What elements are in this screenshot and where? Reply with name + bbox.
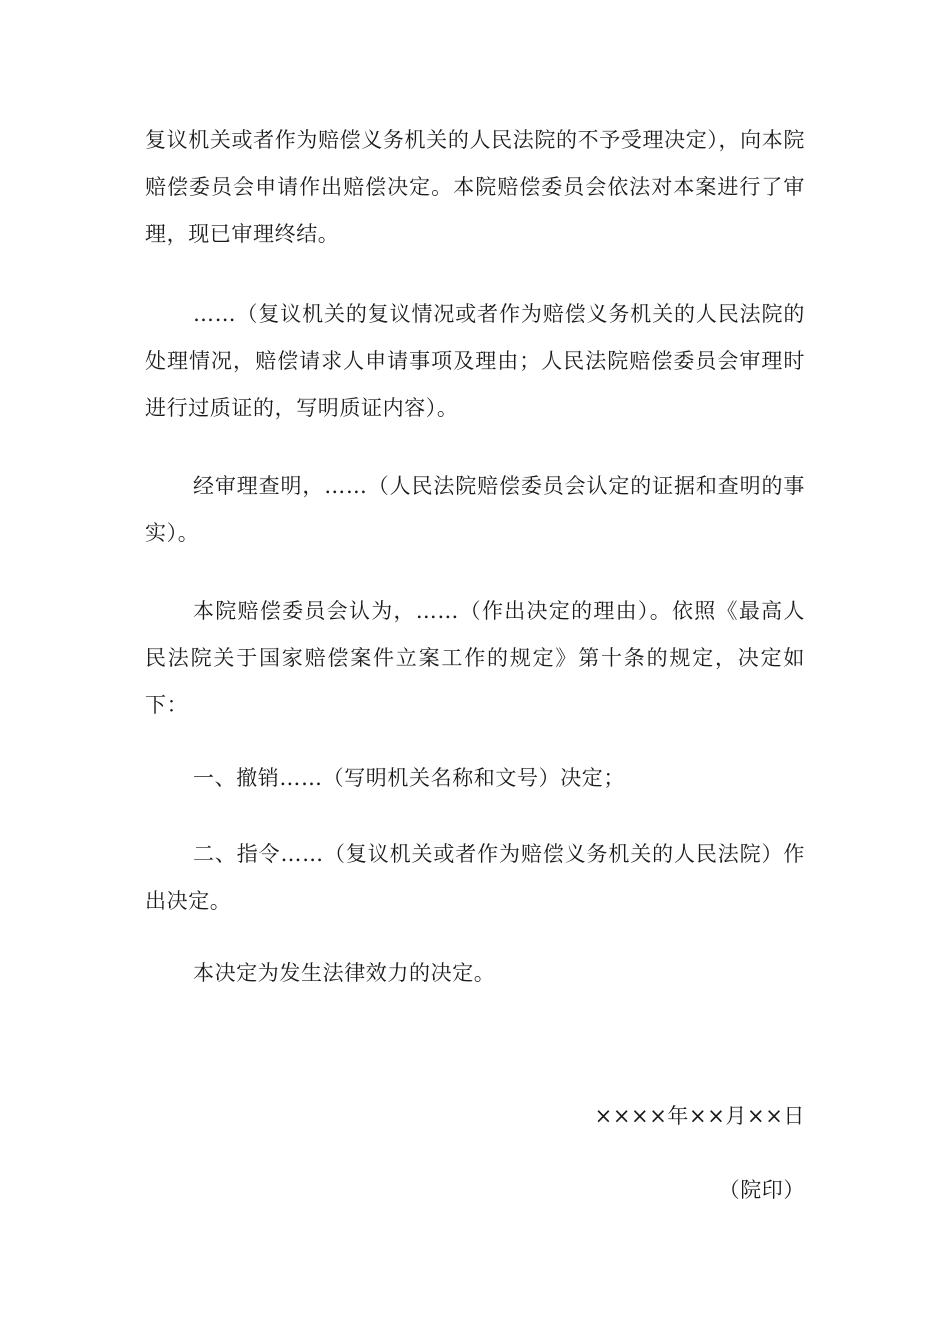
paragraph-findings: 经审理查明，……（人民法院赔偿委员会认定的证据和查明的事实）。 [145, 474, 805, 545]
decision-item-2: 二、指令……（复议机关或者作为赔偿义务机关的人民法院）作出决定。 [145, 842, 805, 913]
paragraph-processing-details: ……（复议机关的复议情况或者作为赔偿义务机关的人民法院的处理情况，赔偿请求人申请事项及理由；人民法院赔偿委员会审理时进行过质证的，写明质证内容）。 [145, 302, 805, 420]
decision-item-1: 一、撤销……（写明机关名称和文号）决定； [193, 766, 625, 790]
document-date: ××××年××月××日 [594, 1104, 805, 1128]
paragraph-effect: 本决定为发生法律效力的决定。 [193, 961, 496, 985]
paragraph-reasoning: 本院赔偿委员会认为，……（作出决定的理由）。依照《最高人民法院关于国家赔偿案件立案工作的规定》第十条的规定，决定如下： [145, 599, 805, 717]
court-seal-placeholder: （院印） [718, 1178, 805, 1202]
paragraph-continuation: 复议机关或者作为赔偿义务机关的人民法院的不予受理决定），向本院赔偿委员会申请作出赔偿决定。本院赔偿委员会依法对本案进行了审理，现已审理终结。 [145, 128, 805, 246]
